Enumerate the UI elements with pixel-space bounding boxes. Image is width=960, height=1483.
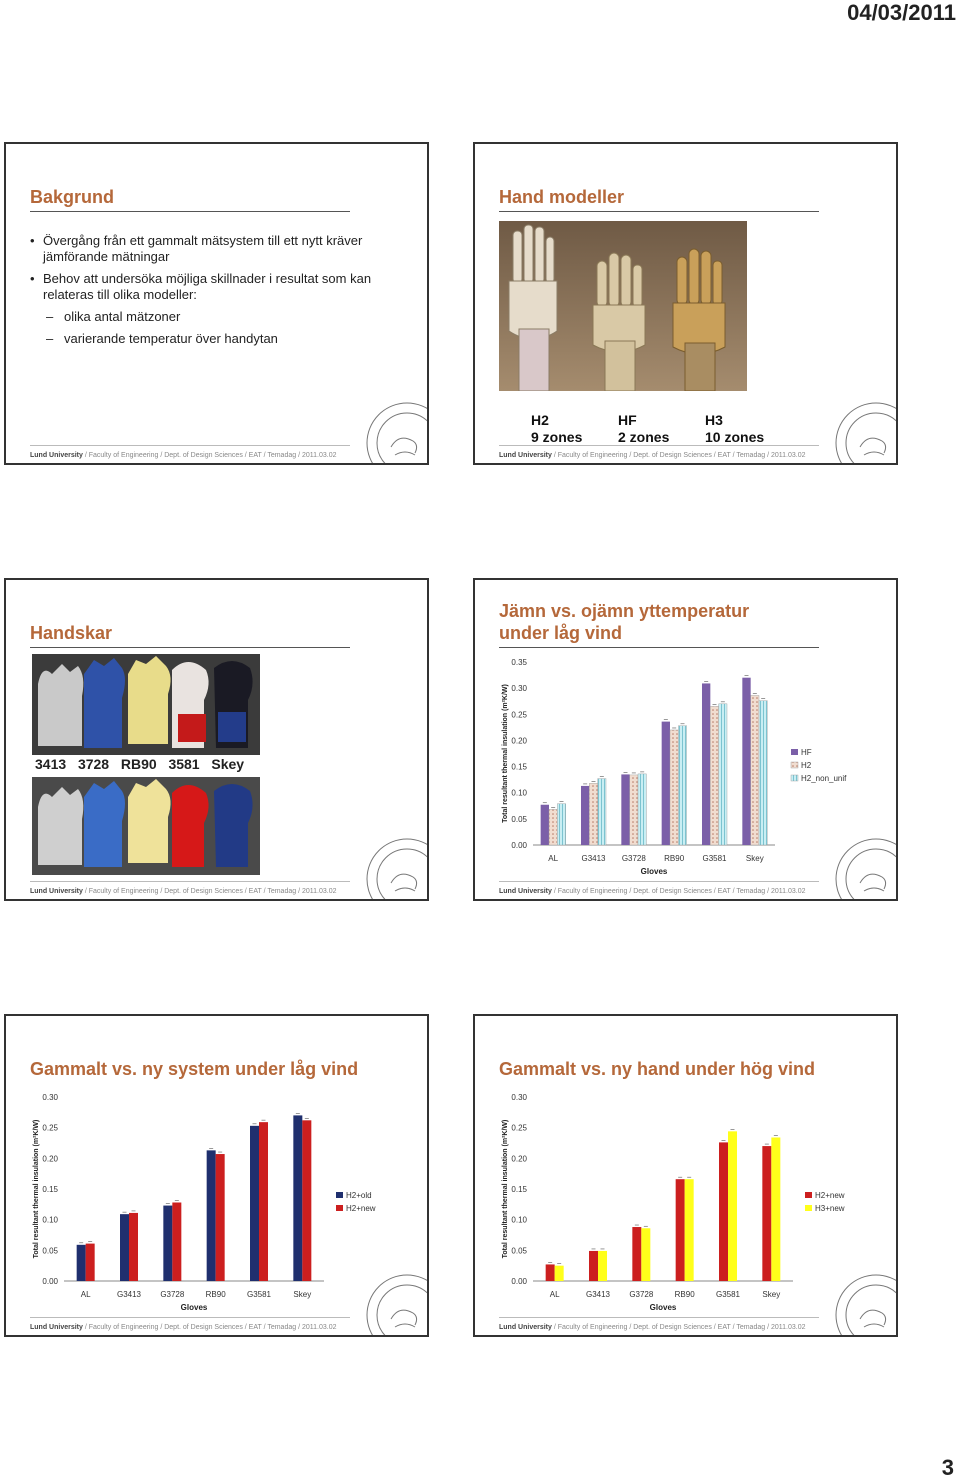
glove-label: RB90	[120, 756, 157, 772]
slide-title: Gammalt vs. ny hand under hög vind	[499, 1059, 816, 1079]
legend-label: H3+new	[815, 1204, 845, 1213]
bar	[719, 704, 727, 845]
y-tick-label: 0.10	[511, 788, 527, 798]
legend-swatch	[336, 1205, 343, 1211]
bar	[77, 1245, 86, 1281]
x-tick-label: G3413	[585, 1290, 611, 1299]
university-seal-icon	[361, 1269, 427, 1335]
university-seal-icon	[830, 397, 896, 463]
y-tick-label: 0.35	[511, 658, 527, 667]
y-tick-label: 0.00	[42, 1277, 58, 1286]
title-line: under låg vind	[499, 623, 623, 643]
legend-label: H2_non_unif	[801, 774, 847, 783]
model-name: H3	[705, 412, 723, 428]
bar	[598, 1251, 607, 1281]
bar	[621, 774, 629, 845]
y-tick-label: 0.20	[511, 736, 527, 746]
glove-rb90	[128, 656, 171, 744]
bar	[555, 1266, 564, 1281]
glove-label: 3413	[35, 756, 67, 772]
x-tick-label: AL	[549, 1290, 560, 1299]
y-tick-label: 0.20	[42, 1154, 58, 1164]
y-tick-label: 0.25	[511, 1123, 527, 1133]
x-axis-label: Gloves	[180, 1303, 208, 1312]
x-tick-label: G3728	[621, 854, 646, 863]
bar	[598, 779, 606, 845]
page-number: 3	[941, 1455, 954, 1480]
university-seal-icon	[830, 833, 896, 899]
bar	[670, 730, 678, 845]
bar	[685, 1179, 694, 1281]
gloves-back-photo	[32, 654, 260, 755]
x-tick-label: AL	[548, 854, 559, 863]
x-tick-label: Skey	[762, 1290, 781, 1299]
slide-footer	[30, 888, 336, 895]
footer-rule	[499, 881, 819, 882]
y-tick-label: 0.30	[511, 684, 527, 694]
model-h3	[705, 412, 764, 446]
bar	[216, 1154, 225, 1281]
x-tick-label: AL	[80, 1290, 91, 1299]
y-tick-label: 0.25	[42, 1123, 58, 1133]
y-tick-label: 0.05	[511, 814, 527, 824]
model-zones: 2 zones	[618, 429, 670, 445]
footer-university: Lund University	[499, 888, 552, 895]
bar	[302, 1120, 311, 1281]
bar	[702, 683, 710, 845]
footer-text: / Faculty of Engineering / Dept. of Design Sciences / EAT / Temadag / 2011.03.02	[82, 1324, 337, 1331]
university-seal-icon	[830, 1269, 896, 1335]
bar	[581, 786, 589, 845]
bar	[86, 1244, 95, 1281]
model-name: H2	[531, 412, 549, 428]
bar	[638, 774, 646, 845]
bar	[172, 1202, 181, 1281]
bar	[129, 1213, 138, 1281]
bar	[641, 1228, 650, 1281]
x-tick-label: G3728	[629, 1290, 654, 1299]
glove-3728	[84, 658, 125, 748]
page-date: 04/03/2011	[847, 0, 956, 25]
slide-title: Bakgrund	[30, 187, 115, 207]
footer-text: / Faculty of Engineering / Dept. of Design Sciences / EAT / Temadag / 2011.03.02	[551, 888, 806, 895]
bar	[549, 809, 557, 845]
bar	[771, 1137, 780, 1281]
y-tick-label: 0.25	[511, 710, 527, 720]
x-tick-label: G3413	[581, 854, 606, 863]
slide-jamn	[473, 578, 898, 901]
y-tick-label: 0.05	[511, 1246, 527, 1256]
bar	[676, 1179, 685, 1281]
y-tick-label: 0.10	[511, 1215, 527, 1225]
slide-handskar	[4, 578, 429, 901]
y-tick-label: 0.30	[511, 1093, 527, 1102]
footer-text: / Faculty of Engineering / Dept. of Design Sciences / EAT / Temadag / 2011.03.02	[551, 452, 806, 459]
slide-footer	[499, 452, 805, 459]
bar	[541, 805, 549, 845]
legend-label: H2+old	[346, 1191, 372, 1200]
bar	[546, 1264, 555, 1281]
x-tick-label: G3581	[715, 1290, 741, 1299]
footer-rule	[499, 1317, 819, 1318]
glove-3413	[38, 664, 83, 746]
bullet-item: • Övergång från ett gammalt mätsystem till ett nytt kräver jämförande mätningar	[30, 233, 375, 265]
gloves-palm-photo	[32, 777, 260, 875]
footer-text: / Faculty of Engineering / Dept. of Design Sciences / EAT / Temadag / 2011.03.02	[82, 452, 337, 459]
x-tick-label: RB90	[664, 854, 685, 863]
title-line: Jämn vs. ojämn yttemperatur	[499, 601, 750, 621]
bar	[632, 1227, 641, 1281]
bar	[728, 1131, 737, 1281]
hand-models-photo	[499, 221, 747, 391]
bar	[710, 706, 718, 845]
bar	[207, 1150, 216, 1281]
model-zones: 10 zones	[705, 429, 765, 445]
legend-swatch	[336, 1192, 343, 1198]
x-axis-label: Gloves	[640, 867, 668, 876]
bullet-list	[30, 233, 375, 353]
slide-title: Hand modeller	[499, 187, 625, 207]
bar	[762, 1146, 771, 1281]
x-tick-label: G3728	[160, 1290, 185, 1299]
slide-title: Handskar	[30, 623, 113, 643]
legend-label: H2	[801, 761, 812, 770]
x-tick-label: Skey	[293, 1290, 312, 1299]
y-tick-label: 0.10	[42, 1215, 58, 1225]
footer-university: Lund University	[499, 1324, 552, 1331]
y-axis-label: Total resultant thermal insulation (m²K/W)	[502, 1119, 509, 1259]
y-tick-label: 0.15	[42, 1185, 58, 1194]
y-tick-label: 0.00	[511, 841, 527, 850]
bar	[163, 1206, 172, 1281]
bar	[259, 1122, 268, 1281]
bar	[589, 783, 597, 845]
bar	[589, 1251, 598, 1281]
y-tick-label: 0.15	[511, 762, 527, 772]
university-seal-icon	[361, 833, 427, 899]
title-rule	[499, 211, 819, 212]
slide-footer	[499, 1324, 805, 1331]
footer-university: Lund University	[30, 888, 83, 895]
slide-gammalt-system	[4, 1014, 429, 1337]
footer-rule	[30, 445, 350, 446]
x-tick-label: G3581	[246, 1290, 272, 1299]
model-h2	[531, 412, 582, 446]
bar	[293, 1115, 302, 1281]
footer-text: / Faculty of Engineering / Dept. of Design Sciences / EAT / Temadag / 2011.03.02	[551, 1324, 806, 1331]
title-rule	[30, 647, 350, 648]
slide-footer	[499, 888, 805, 895]
legend-swatch	[791, 775, 798, 781]
legend-label: HF	[801, 748, 812, 757]
bar	[678, 726, 686, 845]
legend-label: H2+new	[815, 1191, 845, 1200]
model-hf	[618, 412, 669, 446]
y-tick-label: 0.00	[511, 1277, 527, 1286]
glove-label: 3581	[168, 756, 200, 772]
model-name: HF	[618, 412, 637, 428]
y-tick-label: 0.30	[42, 1093, 58, 1102]
footer-university: Lund University	[499, 452, 552, 459]
bar	[250, 1126, 259, 1281]
legend-swatch	[805, 1192, 812, 1198]
footer-text: / Faculty of Engineering / Dept. of Design Sciences / EAT / Temadag / 2011.03.02	[82, 888, 337, 895]
glove-label: 3728	[77, 756, 110, 772]
slide-title: Gammalt vs. ny system under låg vind	[30, 1059, 359, 1079]
legend-label: H2+new	[346, 1204, 376, 1213]
legend-swatch	[805, 1205, 812, 1211]
y-axis-label: Total resultant thermal insulation (m²K/W)	[502, 684, 509, 823]
bar	[630, 775, 638, 845]
footer-rule	[30, 881, 350, 882]
sub-bullet-item: – varierande temperatur över handytan	[30, 331, 375, 347]
x-axis-label: Gloves	[649, 1303, 677, 1312]
bar	[759, 701, 767, 845]
bullet-item: • Behov att undersöka möjliga skillnader i resultat som kan relateras till olika modeller:	[30, 271, 375, 303]
bar	[662, 722, 670, 845]
bar	[719, 1142, 728, 1281]
x-tick-label: RB90	[674, 1290, 695, 1299]
glove-labels	[35, 756, 244, 772]
footer-rule	[30, 1317, 350, 1318]
slide-hand-models	[473, 142, 898, 465]
slide-bakgrund	[4, 142, 429, 465]
x-tick-label: G3413	[116, 1290, 142, 1299]
model-zones: 9 zones	[531, 429, 583, 445]
glove-label: Skey	[211, 756, 245, 772]
x-tick-label: Skey	[745, 854, 764, 863]
y-tick-label: 0.15	[511, 1185, 527, 1194]
y-axis-label: Total resultant thermal insulation (m²K/W)	[33, 1119, 40, 1259]
y-tick-label: 0.05	[42, 1246, 58, 1256]
legend-swatch	[791, 749, 798, 755]
legend-swatch	[791, 762, 798, 768]
slide-gammalt-hand	[473, 1014, 898, 1337]
slide-footer	[30, 1324, 336, 1331]
y-tick-label: 0.20	[511, 1154, 527, 1164]
footer-university: Lund University	[30, 1324, 83, 1331]
sub-bullet-item: – olika antal mätzoner	[30, 309, 375, 325]
title-rule	[30, 211, 350, 212]
bar	[742, 678, 750, 845]
bar	[120, 1214, 129, 1281]
x-tick-label: RB90	[205, 1290, 226, 1299]
bar	[557, 804, 565, 845]
university-seal-icon	[361, 397, 427, 463]
footer-university: Lund University	[30, 452, 83, 459]
bar	[751, 695, 759, 845]
slide-footer	[30, 452, 336, 459]
x-tick-label: G3581	[702, 854, 727, 863]
footer-rule	[499, 445, 819, 446]
